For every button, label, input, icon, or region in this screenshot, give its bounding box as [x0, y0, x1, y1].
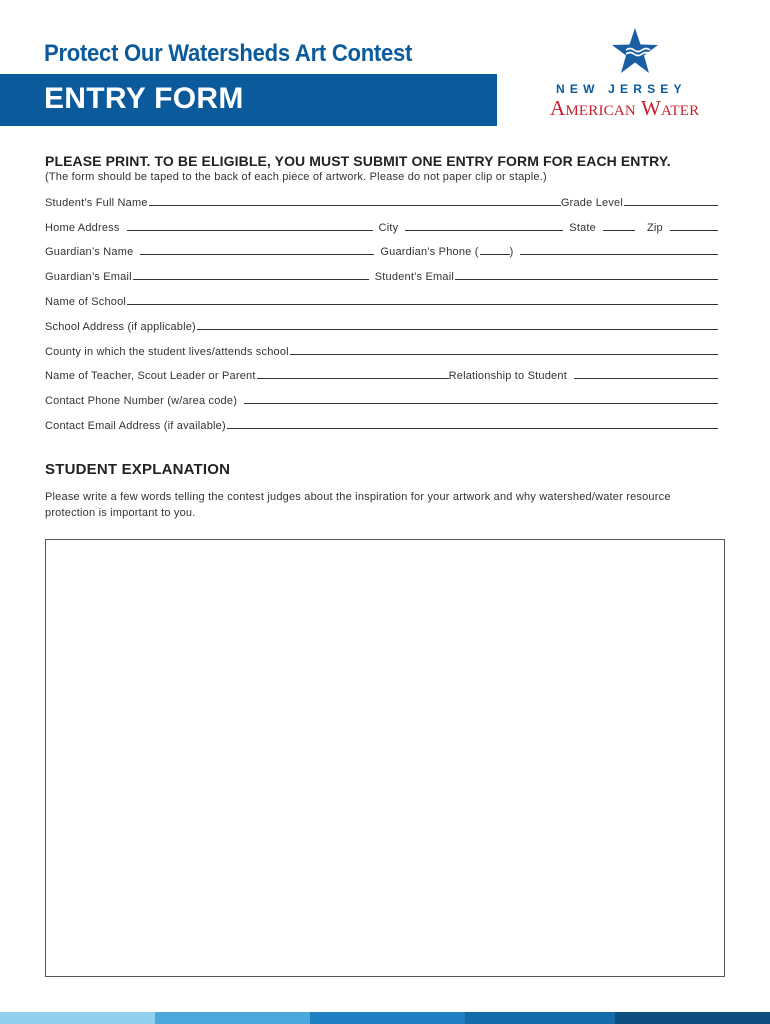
- relationship-label: Relationship to Student: [448, 370, 567, 382]
- row-contact-phone: [45, 391, 718, 407]
- state-label: State: [569, 222, 596, 234]
- row-school-name: [45, 292, 718, 308]
- student-email-field[interactable]: [455, 278, 718, 280]
- logo-company-text: American Water: [550, 96, 700, 120]
- row-home-address: [45, 218, 718, 234]
- row-county: [45, 342, 718, 358]
- student-name-label: Student’s Full Name: [45, 197, 148, 209]
- guardian-phone-paren: ): [509, 246, 514, 258]
- footer-color-bar: [0, 1012, 770, 1024]
- contest-title: Protect Our Watersheds Art Contest: [44, 40, 413, 67]
- logo-state-text: NEW JERSEY: [556, 82, 687, 96]
- star-water-icon: [612, 28, 658, 76]
- footer-segment: [0, 1012, 155, 1024]
- student-explanation-heading: STUDENT EXPLANATION: [45, 461, 231, 478]
- footer-segment: [615, 1012, 770, 1024]
- footer-segment: [465, 1012, 615, 1024]
- contact-email-field[interactable]: [227, 427, 718, 429]
- footer-segment: [310, 1012, 465, 1024]
- city-field[interactable]: [405, 229, 563, 231]
- school-address-field[interactable]: [197, 328, 718, 330]
- county-label: County in which the student lives/attends school: [45, 346, 289, 358]
- teacher-name-field[interactable]: [257, 377, 449, 379]
- explanation-answer-box[interactable]: [45, 539, 725, 977]
- teacher-name-label: Name of Teacher, Scout Leader or Parent: [45, 370, 256, 382]
- row-school-address: [45, 317, 718, 333]
- student-explanation-text: Please write a few words telling the contest judges about the inspiration for your artwork and why watershed/water resource protection is important to you.: [45, 491, 671, 519]
- contact-phone-label: Contact Phone Number (w/area code): [45, 395, 238, 407]
- home-address-label: Home Address: [45, 222, 120, 234]
- contact-email-label: Contact Email Address (if available): [45, 420, 226, 432]
- row-teacher: [45, 366, 718, 382]
- home-address-field[interactable]: [127, 229, 373, 231]
- guardian-phone-field[interactable]: [520, 253, 718, 255]
- entry-form-banner: [0, 74, 497, 126]
- row-student-name: [45, 193, 718, 209]
- guardian-name-label: Guardian’s Name: [45, 246, 134, 258]
- school-address-label: School Address (if applicable): [45, 321, 196, 333]
- row-contact-email: [45, 416, 718, 432]
- zip-label: Zip: [646, 222, 663, 234]
- school-name-label: Name of School: [45, 296, 127, 308]
- row-guardian-name: [45, 242, 718, 258]
- attachment-note: (The form should be taped to the back of each piece of artwork. Please do not paper clip or staple.): [45, 171, 547, 183]
- guardian-phone-label: Guardian’s Phone (: [380, 246, 479, 258]
- footer-segment: [155, 1012, 310, 1024]
- guardian-email-label: Guardian’s Email: [45, 271, 132, 283]
- eligibility-instructions: PLEASE PRINT. TO BE ELIGIBLE, YOU MUST SUBMIT ONE ENTRY FORM FOR EACH ENTRY.: [45, 153, 671, 169]
- relationship-field[interactable]: [574, 377, 718, 379]
- student-email-label: Student’s Email: [374, 271, 454, 283]
- grade-level-field[interactable]: [624, 204, 718, 206]
- banner-title: ENTRY FORM: [44, 82, 244, 115]
- county-field[interactable]: [290, 353, 718, 355]
- grade-level-label: Grade Level: [560, 197, 623, 209]
- contact-phone-field[interactable]: [244, 402, 718, 404]
- school-name-field[interactable]: [127, 303, 718, 305]
- guardian-name-field[interactable]: [140, 253, 374, 255]
- student-name-field[interactable]: [149, 204, 561, 206]
- guardian-email-field[interactable]: [133, 278, 369, 280]
- zip-field[interactable]: [670, 229, 718, 231]
- guardian-phone-area-field[interactable]: [480, 253, 510, 255]
- row-emails: [45, 267, 718, 283]
- state-field[interactable]: [603, 229, 635, 231]
- city-label: City: [378, 222, 399, 234]
- company-logo: [548, 28, 728, 120]
